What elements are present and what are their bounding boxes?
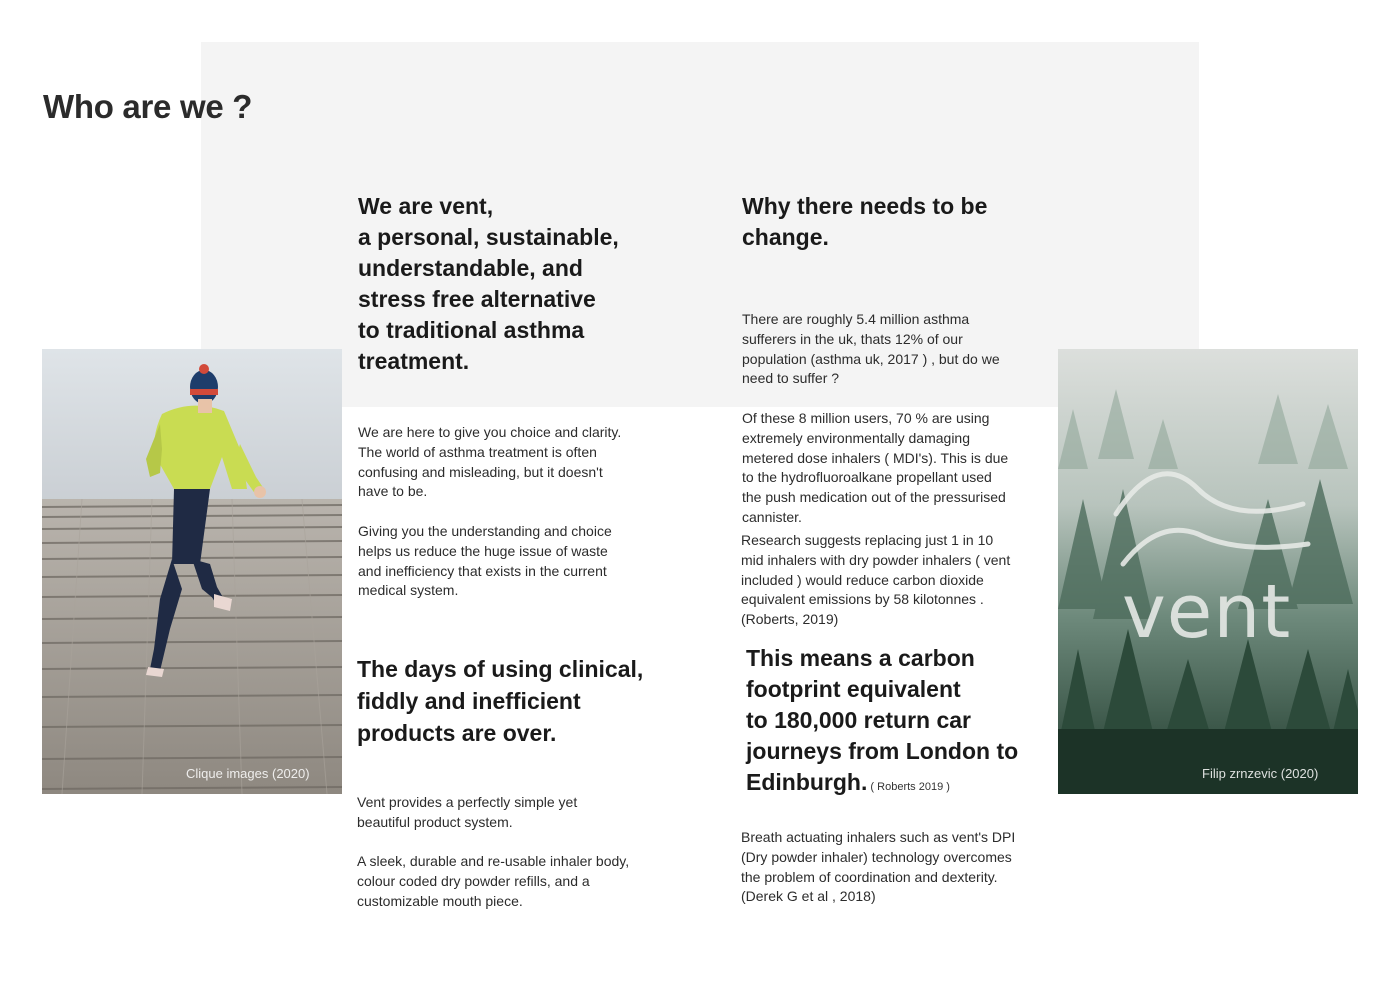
product-paragraph-1: Vent provides a perfectly simple yet beautiful product system.	[357, 794, 578, 830]
intro-heading: We are vent, a personal, sustainable, understandable, and stress free alternative to traditional asthma treatment.	[358, 193, 619, 374]
grey-background-panel	[201, 42, 1199, 407]
vent-logo-text: vent	[1122, 569, 1292, 655]
product-paragraph-2: A sleek, durable and re-usable inhaler body, colour coded dry powder refills, and a customizable mouth piece.	[357, 853, 630, 909]
why-change-heading: Why there needs to be change.	[742, 193, 988, 250]
intro-paragraph-1: We are here to give you choice and clarity. The world of asthma treatment is often confusing and misleading, but it doesn't have to be.	[358, 424, 622, 500]
days-heading: The days of using clinical, fiddly and inefficient products are over.	[357, 656, 644, 746]
runner-photo-credit: Clique images (2020)	[186, 766, 310, 781]
forest-photo	[1058, 349, 1358, 794]
page-title: Who are we ?	[43, 88, 253, 125]
carbon-heading-citation: ( Roberts 2019 )	[867, 781, 950, 793]
forest-photo-credit: Filip zrnzevic (2020)	[1202, 766, 1319, 781]
stats-paragraph-1: There are roughly 5.4 million asthma sufferers in the uk, thats 12% of our population (asthma uk, 2017 ) , but do we need to suffer ?	[742, 311, 1000, 387]
stats-paragraph-2: Of these 8 million users, 70 % are using extremely environmentally damaging metered dose inhalers ( MDI's). This is due to the hydrofluoroalkane propellant used the push medication out of the pressurised cannister.	[742, 410, 1009, 525]
dpi-paragraph: Breath actuating inhalers such as vent's DPI (Dry powder inhaler) technology overcomes the problem of coordination and dexterity. (Derek G et al , 2018)	[741, 829, 1016, 905]
carbon-footprint-heading	[746, 643, 1018, 803]
research-paragraph: Research suggests replacing just 1 in 10 mid inhalers with dry powder inhalers ( vent included ) would reduce carbon dioxide equivalent emissions by 58 kilotonnes . (Roberts, 2019)	[741, 532, 1011, 628]
runner-photo	[42, 349, 342, 794]
intro-paragraph-2: Giving you the understanding and choice helps us reduce the huge issue of waste and inefficiency that exists in the current medical system.	[358, 523, 612, 599]
carbon-heading-text: This means a carbon footprint equivalent to 180,000 return car journeys from London to Edinburgh.	[746, 645, 1019, 795]
runner-on-stairs-icon	[42, 349, 342, 794]
